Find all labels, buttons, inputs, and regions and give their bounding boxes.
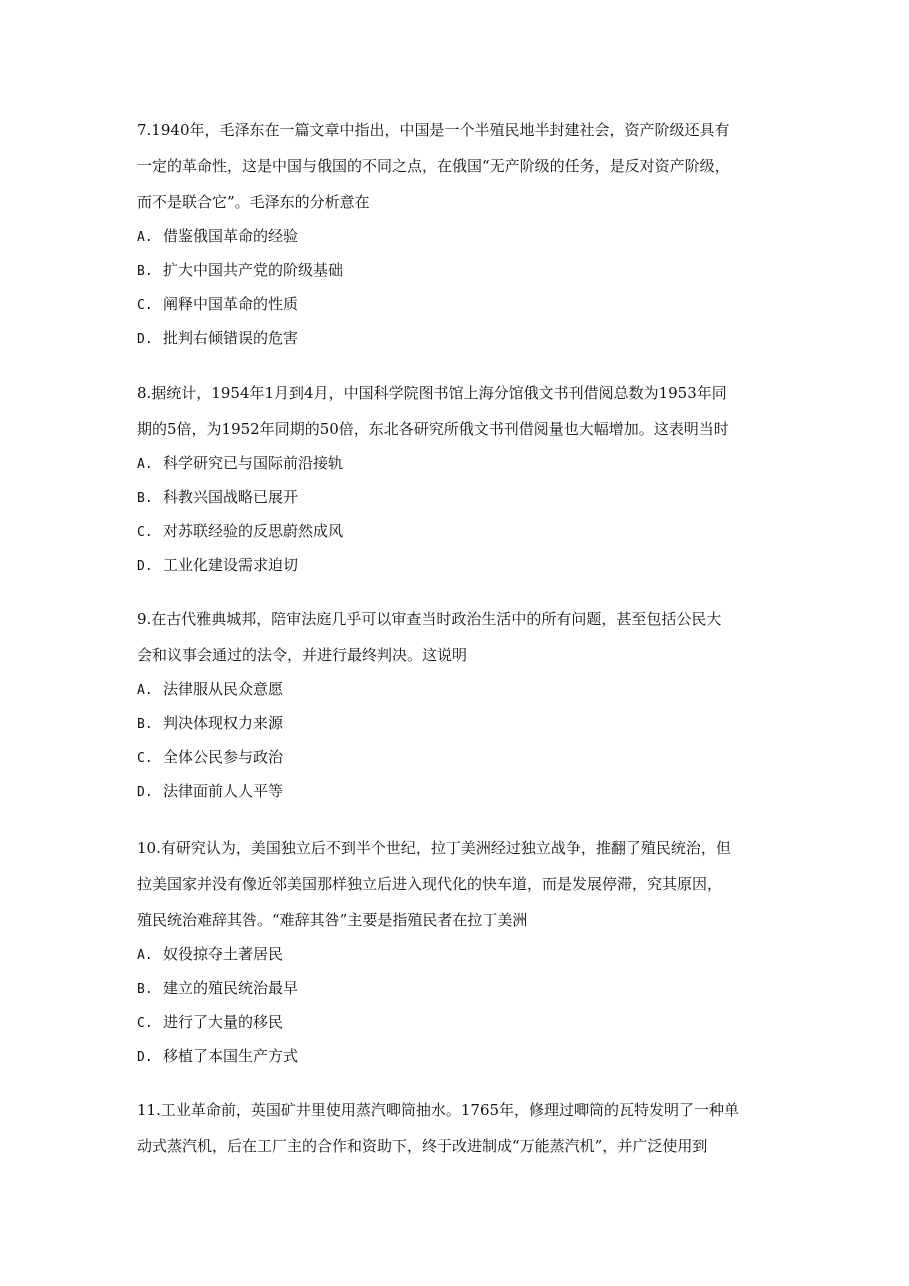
option-b: [137, 481, 787, 515]
option-text: 法律服从民众意愿: [163, 680, 284, 698]
option-d: [137, 549, 787, 583]
option-text: 移植了本国生产方式: [163, 1047, 299, 1065]
option-text: 全体公民参与政治: [163, 748, 284, 766]
stem-line: 11.工业革命前，英国矿井里使用蒸汽唧筒抽水。1765年，修理过唧筒的瓦特发明了一种单: [137, 1101, 740, 1119]
option-letter: D.: [137, 785, 153, 800]
stem-line: 而不是联合它”。毛泽东的分析意在: [137, 193, 370, 211]
option-b: [137, 254, 787, 288]
stem-line: 一定的革命性，这是中国与俄国的不同之点，在俄国“无产阶级的任务，是反对资产阶级，: [137, 157, 730, 175]
option-list: [137, 447, 787, 583]
option-letter: A.: [137, 683, 153, 698]
question-stem: [137, 830, 787, 938]
option-d: [137, 775, 787, 809]
option-b: [137, 707, 787, 741]
option-text: 科教兴国战略已展开: [163, 488, 299, 506]
option-a: [137, 673, 787, 707]
option-letter: A.: [137, 457, 153, 472]
question-stem: [137, 1092, 787, 1164]
question-11: [137, 1092, 787, 1164]
question-stem: [137, 375, 787, 447]
question-8: [137, 375, 787, 583]
option-a: [137, 938, 787, 972]
stem-line: 9.在古代雅典城邦，陪审法庭几乎可以审查当时政治生活中的所有问题，甚至包括公民大: [137, 610, 722, 628]
stem-line: 拉美国家并没有像近邻美国那样独立后进入现代化的快车道，而是发展停滞，究其原因，: [137, 875, 723, 893]
option-letter: B.: [137, 717, 153, 732]
option-text: 扩大中国共产党的阶级基础: [163, 261, 344, 279]
option-letter: D.: [137, 559, 153, 574]
stem-line: 会和议事会通过的法令，并进行最终判决。这说明: [137, 646, 468, 664]
option-d: [137, 1040, 787, 1074]
option-letter: A.: [137, 230, 153, 245]
stem-line: 期的5倍，为1952年同期的50倍，东北各研究所俄文书刊借阅量也大幅增加。这表明当时: [137, 420, 729, 438]
option-text: 批判右倾错误的危害: [163, 329, 299, 347]
option-text: 法律面前人人平等: [163, 782, 284, 800]
option-text: 判决体现权力来源: [163, 714, 284, 732]
option-letter: B.: [137, 491, 153, 506]
option-letter: C.: [137, 751, 153, 766]
option-list: [137, 220, 787, 356]
stem-line: 殖民统治难辞其咎。“难辞其咎”主要是指殖民者在拉丁美洲: [137, 911, 528, 929]
option-c: [137, 288, 787, 322]
option-text: 工业化建设需求迫切: [163, 556, 299, 574]
option-text: 进行了大量的移民: [163, 1013, 284, 1031]
option-c: [137, 515, 787, 549]
option-letter: B.: [137, 982, 153, 997]
option-letter: D.: [137, 1050, 153, 1065]
option-c: [137, 1006, 787, 1040]
option-text: 科学研究已与国际前沿接轨: [163, 454, 344, 472]
option-letter: D.: [137, 332, 153, 347]
stem-line: 10.有研究认为，美国独立后不到半个世纪，拉丁美洲经过独立战争，推翻了殖民统治，但: [137, 839, 731, 857]
question-10: [137, 830, 787, 1074]
stem-line: 动式蒸汽机，后在工厂主的合作和资助下，终于改进制成“万能蒸汽机”，并广泛使用到: [137, 1137, 708, 1155]
option-letter: C.: [137, 298, 153, 313]
question-stem: [137, 601, 787, 673]
option-text: 奴役掠夺土著居民: [163, 945, 284, 963]
option-a: [137, 447, 787, 481]
option-text: 对苏联经验的反思蔚然成风: [163, 522, 344, 540]
option-letter: C.: [137, 1016, 153, 1031]
option-a: [137, 220, 787, 254]
question-7: [137, 112, 787, 356]
stem-line: 7.1940年，毛泽东在一篇文章中指出，中国是一个半殖民地半封建社会，资产阶级还具有: [137, 121, 730, 139]
option-c: [137, 741, 787, 775]
option-text: 借鉴俄国革命的经验: [163, 227, 299, 245]
option-list: [137, 938, 787, 1074]
option-b: [137, 972, 787, 1006]
question-9: [137, 601, 787, 809]
option-list: [137, 673, 787, 809]
stem-line: 8.据统计，1954年1月到4月，中国科学院图书馆上海分馆俄文书刊借阅总数为1953年同: [137, 384, 727, 402]
option-d: [137, 322, 787, 356]
option-letter: C.: [137, 525, 153, 540]
question-stem: [137, 112, 787, 220]
option-letter: A.: [137, 948, 153, 963]
option-text: 阐释中国革命的性质: [163, 295, 299, 313]
option-letter: B.: [137, 264, 153, 279]
option-text: 建立的殖民统治最早: [163, 979, 299, 997]
